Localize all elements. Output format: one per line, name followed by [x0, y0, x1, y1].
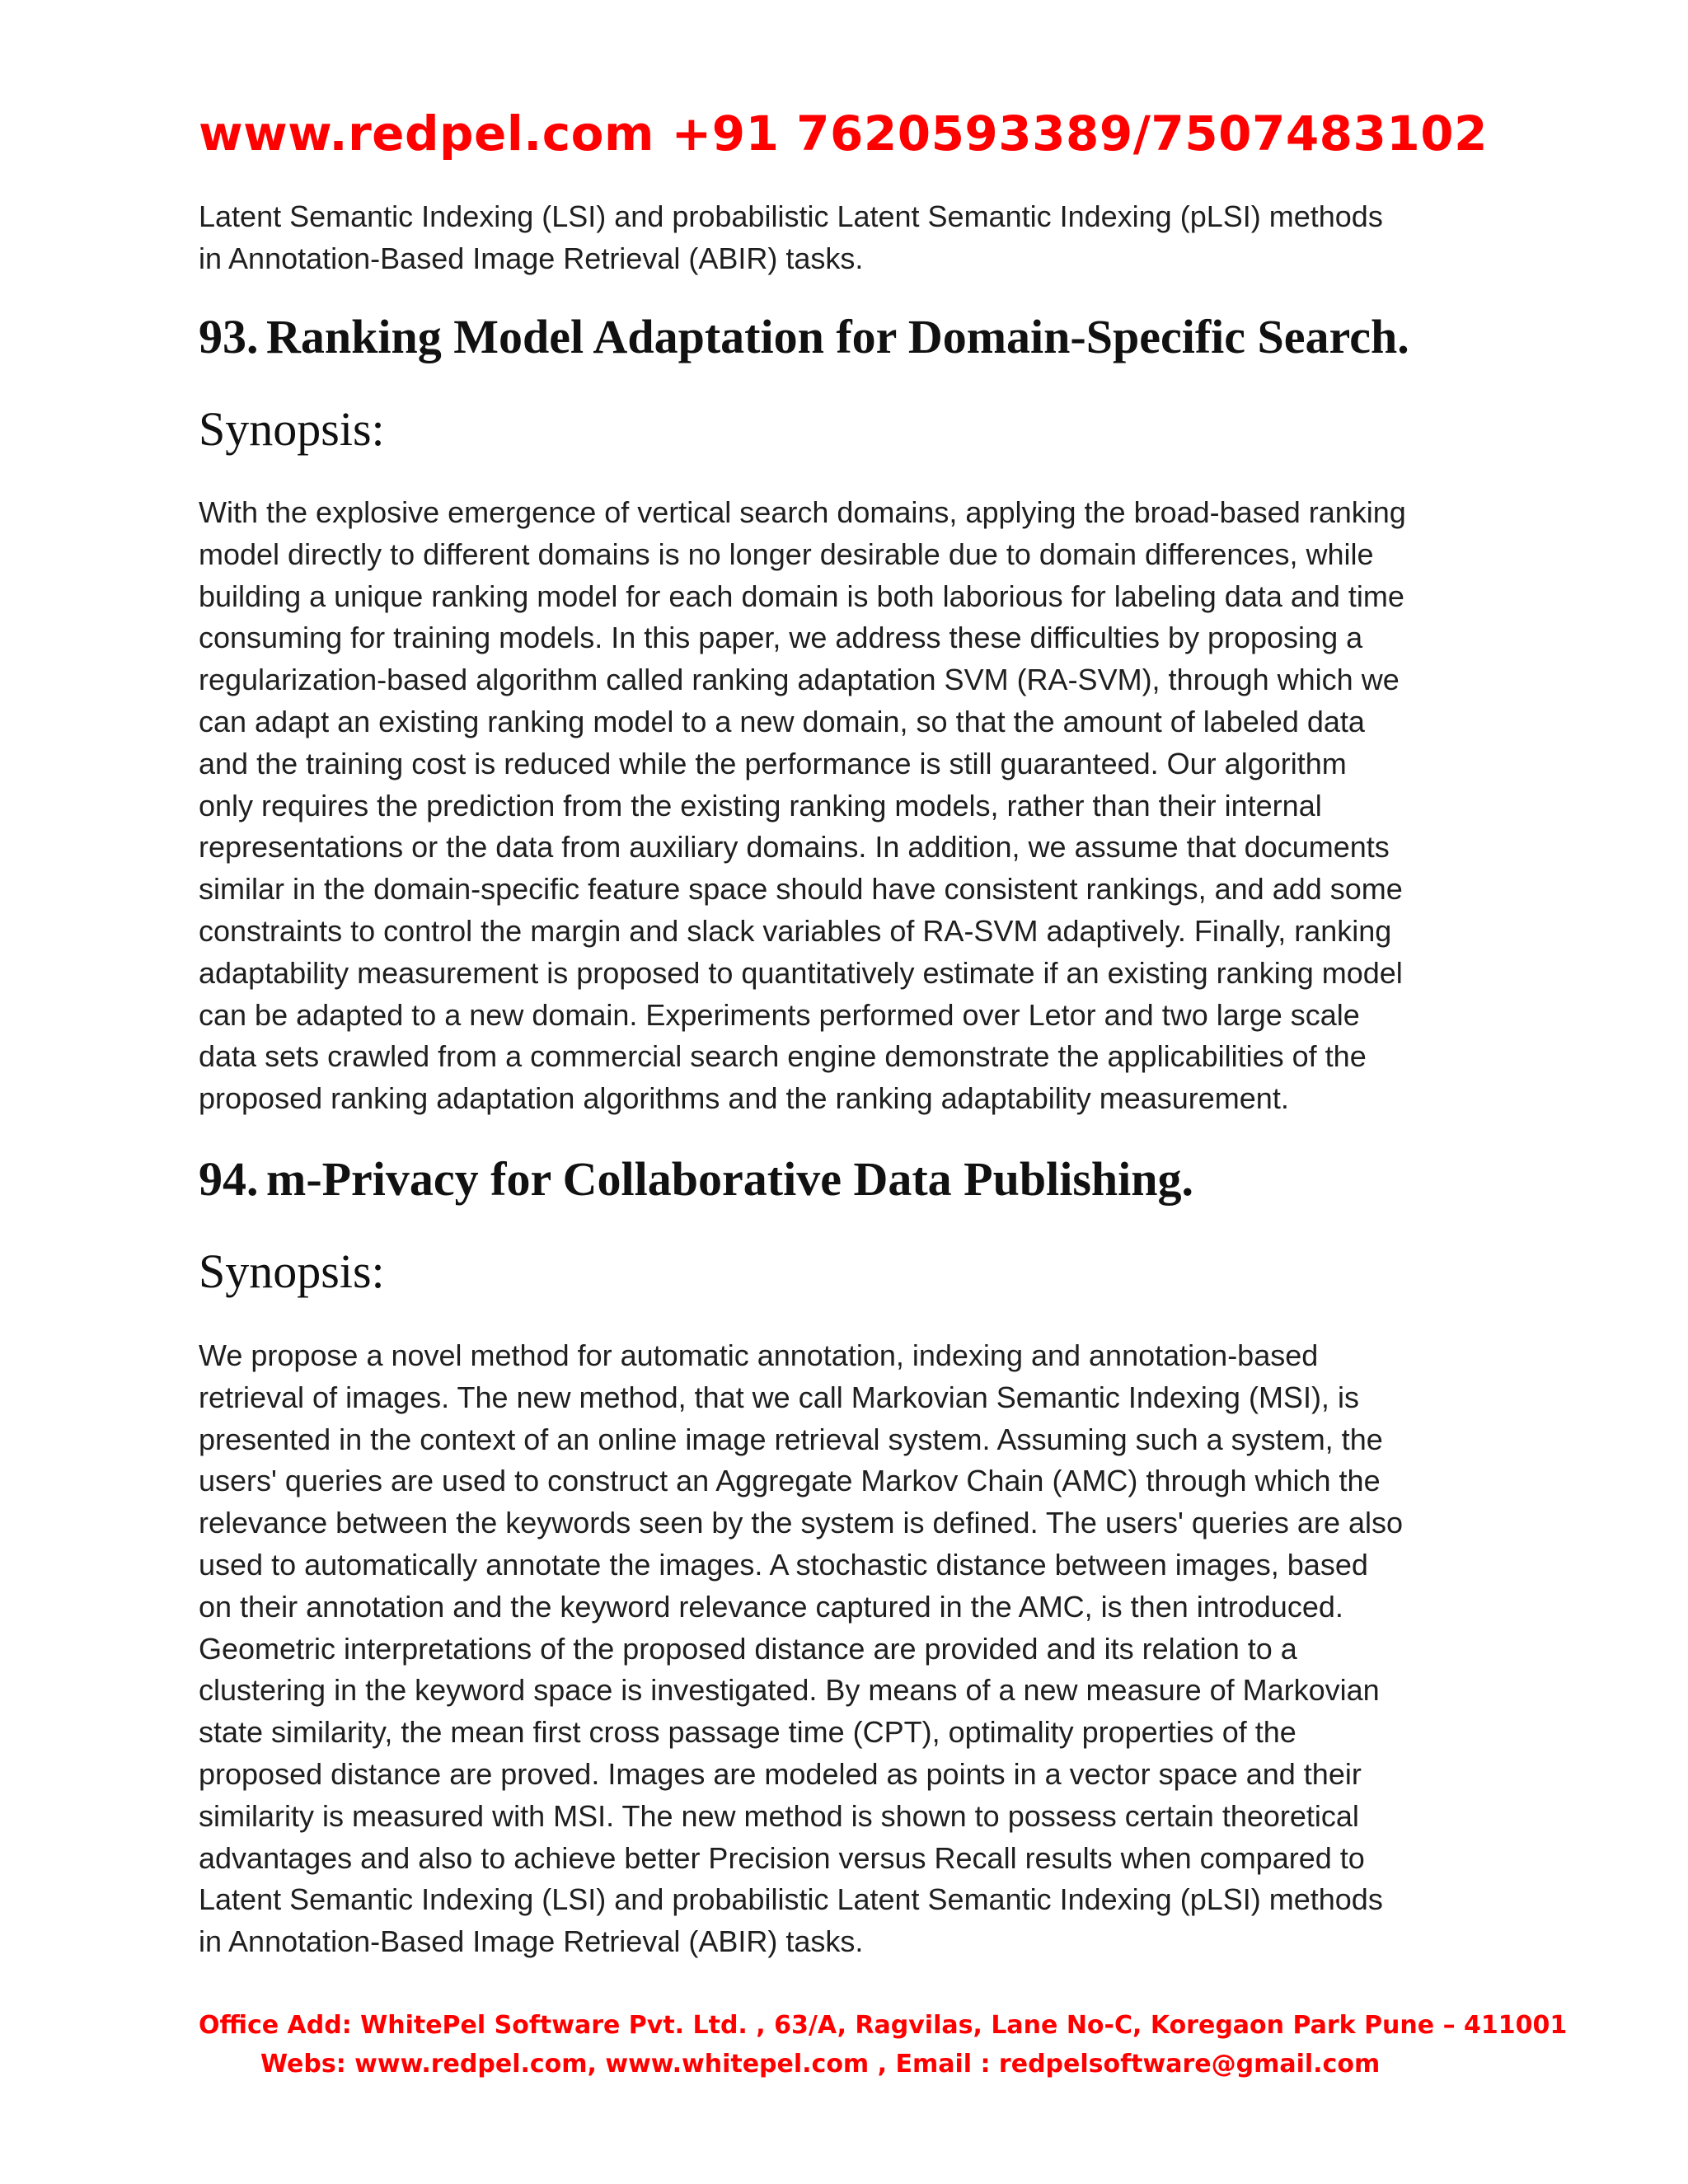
paragraph-line: Latent Semantic Indexing (LSI) and probabilistic Latent Semantic Indexing (pLSI) methods: [199, 1882, 1383, 1917]
paragraph-line: and the training cost is reduced while the performance is still guaranteed. Our algorithm: [199, 746, 1347, 780]
paragraph-line: relevance between the keywords seen by the system is defined. The users' queries are also: [199, 1506, 1404, 1540]
paragraph-line: regularization-based algorithm called ranking adaptation SVM (RA-SVM), through which we: [199, 663, 1400, 697]
section-title: Ranking Model Adaptation for Domain-Specific Search.: [266, 310, 1409, 363]
paragraph-line: Geometric interpretations of the proposed distance are provided and its relation to a: [199, 1631, 1297, 1666]
paragraph-line: can be adapted to a new domain. Experiments performed over Letor and two large scale: [199, 997, 1360, 1032]
section-94-synopsis-paragraph: [199, 1335, 1501, 1963]
paragraph-line: consuming for training models. In this paper, we address these difficulties by proposing a: [199, 621, 1363, 655]
paragraph-line: representations or the data from auxiliary domains. In addition, we assume that documents: [199, 830, 1390, 865]
paragraph-line: clustering in the keyword space is investigated. By means of a new measure of Markovian: [199, 1673, 1380, 1708]
intro-fragment-paragraph: [199, 196, 1501, 280]
paragraph-line: data sets crawled from a commercial search engine demonstrate the applicabilities of the: [199, 1039, 1367, 1074]
section-number: 94.: [199, 1152, 259, 1206]
section-93-synopsis-paragraph: [199, 492, 1501, 1120]
paragraph-line: retrieval of images. The new method, that we call Markovian Semantic Indexing (MSI), is: [199, 1380, 1359, 1414]
paragraph-line: We propose a novel method for automatic annotation, indexing and annotation-based: [199, 1338, 1319, 1372]
footer-websites-email: Webs: www.redpel.com, www.whitepel.com , Email : redpelsoftware@gmail.com: [260, 2050, 1381, 2079]
paragraph-line: similar in the domain-specific feature space should have consistent rankings, and add some: [199, 872, 1403, 907]
section-94-synopsis-label: Synopsis:: [199, 1244, 385, 1298]
paragraph-line: model directly to different domains is no longer desirable due to domain differences, while: [199, 537, 1374, 571]
section-93-synopsis-label: Synopsis:: [199, 402, 385, 456]
paragraph-line: adaptability measurement is proposed to quantitatively estimate if an existing ranking model: [199, 955, 1403, 990]
paragraph-line: state similarity, the mean first cross passage time (CPT), optimality properties of the: [199, 1715, 1296, 1750]
section-94-heading: [199, 1151, 1193, 1207]
paragraph-line: in Annotation-Based Image Retrieval (ABIR) tasks.: [199, 241, 864, 275]
paragraph-line: advantages and also to achieve better Precision versus Recall results when compared to: [199, 1840, 1365, 1875]
paragraph-line: in Annotation-Based Image Retrieval (ABIR) tasks.: [199, 1924, 864, 1959]
paragraph-line: building a unique ranking model for each domain is both laborious for labeling data and time: [199, 579, 1404, 613]
section-93-heading: [199, 309, 1409, 364]
paragraph-line: Latent Semantic Indexing (LSI) and probabilistic Latent Semantic Indexing (pLSI) methods: [199, 199, 1383, 233]
paragraph-line: presented in the context of an online image retrieval system. Assuming such a system, the: [199, 1422, 1383, 1456]
section-title: m-Privacy for Collaborative Data Publishing.: [266, 1152, 1194, 1206]
footer-office-address: Office Add: WhitePel Software Pvt. Ltd. , 63/A, Ragvilas, Lane No-C, Koregaon Park Pune – 411001: [199, 2011, 1568, 2040]
header-contact-line: www.redpel.com +91 7620593389/7507483102: [199, 105, 1488, 162]
paragraph-line: constraints to control the margin and slack variables of RA-SVM adaptively. Finally, ranking: [199, 913, 1392, 948]
paragraph-line: can adapt an existing ranking model to a new domain, so that the amount of labeled data: [199, 704, 1365, 738]
paragraph-line: proposed distance are proved. Images are modeled as points in a vector space and their: [199, 1756, 1362, 1791]
paragraph-line: users' queries are used to construct an Aggregate Markov Chain (AMC) through which the: [199, 1464, 1381, 1498]
paragraph-line: similarity is measured with MSI. The new method is shown to possess certain theoretical: [199, 1798, 1359, 1833]
paragraph-line: With the explosive emergence of vertical search domains, applying the broad-based ranking: [199, 495, 1406, 529]
paragraph-line: proposed ranking adaptation algorithms and the ranking adaptability measurement.: [199, 1081, 1289, 1116]
paragraph-line: used to automatically annotate the images. A stochastic distance between images, based: [199, 1547, 1368, 1582]
paragraph-line: only requires the prediction from the existing ranking models, rather than their internal: [199, 788, 1322, 823]
section-number: 93.: [199, 310, 259, 363]
paragraph-line: on their annotation and the keyword relevance captured in the AMC, is then introduced.: [199, 1589, 1343, 1624]
